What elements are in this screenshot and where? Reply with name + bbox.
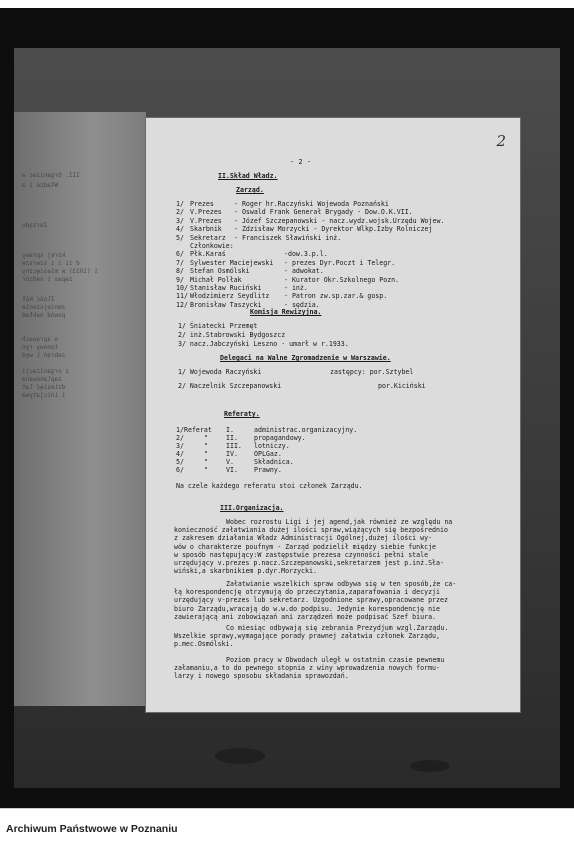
scan-smudge (215, 748, 265, 764)
paragraph-line: konieczność załatwiania dużej ilości spraw,wiążących się bezpośrednio (174, 526, 448, 535)
member-number: 5/ (176, 233, 184, 242)
member-number: 8/ (176, 267, 184, 276)
delegate-name: 2/ Naczelnik Szczepanowski (178, 382, 282, 390)
member-role: Michał Polłak (190, 275, 242, 284)
subsection-heading: Zarząd. (236, 186, 264, 194)
member-number: 1/ (176, 200, 184, 208)
referat-roman: III. (226, 442, 242, 450)
handwritten-page-number: 2 (496, 132, 506, 150)
paragraph-line: Wobec rozrostu Ligi i jej agend,jak również ze względu na (226, 518, 453, 526)
subsection-heading: Referaty. (224, 410, 260, 418)
member-number: 3/ (176, 216, 184, 225)
referat-prefix: " (204, 434, 208, 442)
paragraph-line: Wszelkie sprawy,wymagające porady prawnej załatwia członek Zarządu, (174, 632, 440, 641)
paragraph-line: łą korespondencję otrzymują do przeczytania,zaparafowania i decyzji (174, 588, 440, 597)
member-role: Bronisław Taszycki (190, 300, 262, 309)
delegate-deputy: zastępcy: por.Sztybel (330, 368, 414, 376)
referat-number: 1/ (176, 426, 184, 434)
subsection-heading: Delegaci na Walne Zgromadzenie w Warszawie. (220, 354, 391, 362)
paragraph-line: Załatwianie wszelkich spraw odbywa się w ten sposób,że ca- (226, 580, 457, 588)
paragraph-line: biuro Zarządu,wracają do w.w.do podpisu. Jedynie korespondencję nie (174, 604, 440, 613)
referat-prefix: " (204, 450, 208, 458)
referat-prefix: Referat (184, 426, 212, 434)
archive-name: Archiwum Państwowe w Poznaniu (6, 823, 178, 835)
document-page (146, 118, 520, 712)
member-text: - Roger hr.Raczyński Wojewoda Poznański (234, 200, 389, 208)
referat-name: propagandowy. (254, 434, 306, 442)
delegate-deputy: por.Kiciński (378, 382, 426, 390)
scan-smudge (410, 760, 450, 772)
referat-prefix: " (204, 458, 208, 466)
member-number: 9/ (176, 275, 184, 284)
paragraph-line: Poziom pracy w Obwodach uległ w ostatnim czasie pewnemu (226, 656, 445, 664)
referat-number: 5/ (176, 458, 184, 466)
member-text: - Franciszek Sławiński inż. (234, 233, 342, 242)
archive-footer (0, 808, 574, 841)
subsection-heading: Komisja Rewizyjna. (250, 308, 322, 316)
member-number: 2/ (176, 208, 184, 217)
referat-prefix: " (204, 442, 208, 450)
member-role: Sylwester Maciejewski (190, 258, 274, 267)
member-role: Stefan Osmólski (190, 267, 250, 276)
top-margin (0, 0, 574, 8)
referat-name: administrac.organizacyjny. (254, 426, 358, 434)
member-text: - Oswald Frank Generał Brygady - Dow.O.K.VII. (234, 208, 413, 217)
member-number: 12/ (176, 300, 188, 309)
paragraph-line: zawierającą ani zobowiązań ani zarządzeń może podpisać Szef biura. (174, 612, 437, 621)
referat-roman: IV. (226, 450, 238, 458)
paragraph-line: urzędujący v.prezes p.nacz.Szczepanowski,sekretarzem jest p.inż.Sła- (174, 559, 444, 567)
paragraph-line: wiński,a skarbnikiem p.dyr.Morzycki. (174, 567, 317, 576)
adjacent-page: III. Organizac a Władze i a Zarządu kórej sprawy d ii i i szersze i (1933) w miesięczny zapas i nadzór Ilość Kół zmniejszenie powód nakład o sprawach tonowy ryn zebrań i wyd z organizacji zaplanowana dziesięć lat i inicjatywa (14, 112, 146, 706)
referat-roman: II. (226, 434, 238, 442)
komisja-item: 3/ nacz.Jabczyński Leszno - umarł w r.1933. (178, 340, 349, 348)
paragraph-line: w sposób następujący:W zastępstwie prezesa czynności pełni stale (174, 550, 429, 559)
paragraph-line: urzędujący v-prezes lub sekretarz. Uzgodnione sprawy,opracowane przez (174, 596, 448, 605)
member-role: Stanisław Ruciński (190, 284, 262, 292)
member-text: - adwokat. (284, 267, 324, 276)
paragraph-line: Co miesiąc odbywają się zebrania Prezydjum wzgl.Zarządu. (226, 624, 449, 632)
member-number: 10/ (176, 284, 188, 292)
referat-prefix: " (204, 466, 208, 474)
paragraph-line: z zakresem działania Władz Administracji Ogólnej,dużej ilości wy- (174, 534, 433, 543)
member-role: V.Prezes (190, 208, 222, 217)
member-role: Płk.Karaś (190, 250, 226, 259)
page-number: - 2 - (290, 158, 312, 166)
member-role: Skarbnik (190, 225, 222, 234)
member-role: Włodzimierz Seydlitz (190, 292, 270, 301)
member-role: Członkowie: (190, 242, 234, 250)
paragraph-line: wów o charakterze poufnym - Zarząd podzielił między siebie funkcje (174, 542, 437, 551)
referat-number: 6/ (176, 466, 184, 474)
referat-roman: I. (226, 426, 234, 434)
komisja-item: 1/ Śniatecki Przemęt (178, 322, 258, 330)
paragraph-line: załamaniu,a to do pewnego stopnia z winy wprowadzenia nowych formu- (174, 664, 440, 673)
komisja-item: 2/ inż.Stabrowski Bydgoszcz (178, 331, 286, 339)
referaty-note: Na czele każdego referatu stoi członek Zarządu. (176, 482, 363, 490)
delegate-name: 1/ Wojewoda Raczyński (178, 368, 262, 376)
member-text: - inż. (284, 284, 308, 292)
member-role: V.Prezes (190, 216, 222, 225)
member-number: 6/ (176, 250, 184, 259)
referat-name: Składnica. (254, 458, 294, 466)
member-text: - Kurator Okr.Szkolnego Pozn. (284, 275, 400, 284)
member-text: - sędzia. (284, 300, 320, 309)
member-text: - Józef Szczepanowski - nacz.wydz.wojsk.Urzędu Wojew. (234, 216, 445, 225)
member-number: 11/ (176, 292, 188, 301)
referat-number: 3/ (176, 442, 184, 450)
referat-number: 4/ (176, 450, 184, 458)
section-heading: III.Organizacja. (220, 504, 284, 512)
member-text: - prezes Dyr.Poczt i Telegr. (284, 258, 396, 267)
referat-number: 2/ (176, 434, 184, 442)
paragraph-line: larzy i nowego sposobu składania sprawozdań. (174, 672, 349, 681)
referat-name: Prawny. (254, 466, 282, 474)
paragraph-line: p.mec.Osmólski. (174, 640, 234, 649)
member-text: -dow.3.p.l. (284, 250, 328, 259)
referat-name: OPLGaz. (254, 450, 282, 458)
member-role: Sekretarz (190, 233, 226, 242)
referat-roman: V. (226, 458, 234, 466)
member-text: - Patron zw.sp.zar.& gosp. (284, 292, 388, 301)
referat-name: lotniczy. (254, 442, 290, 450)
member-number: 4/ (176, 225, 184, 234)
member-number: 7/ (176, 258, 184, 267)
referat-roman: VI. (226, 466, 238, 474)
member-role: Prezes (190, 200, 214, 208)
section-heading: II.Skład Władz. (218, 172, 278, 180)
member-text: - Zdzisław Morzycki - Dyrektor Wlkp.Izby Rolniczej (234, 225, 433, 234)
